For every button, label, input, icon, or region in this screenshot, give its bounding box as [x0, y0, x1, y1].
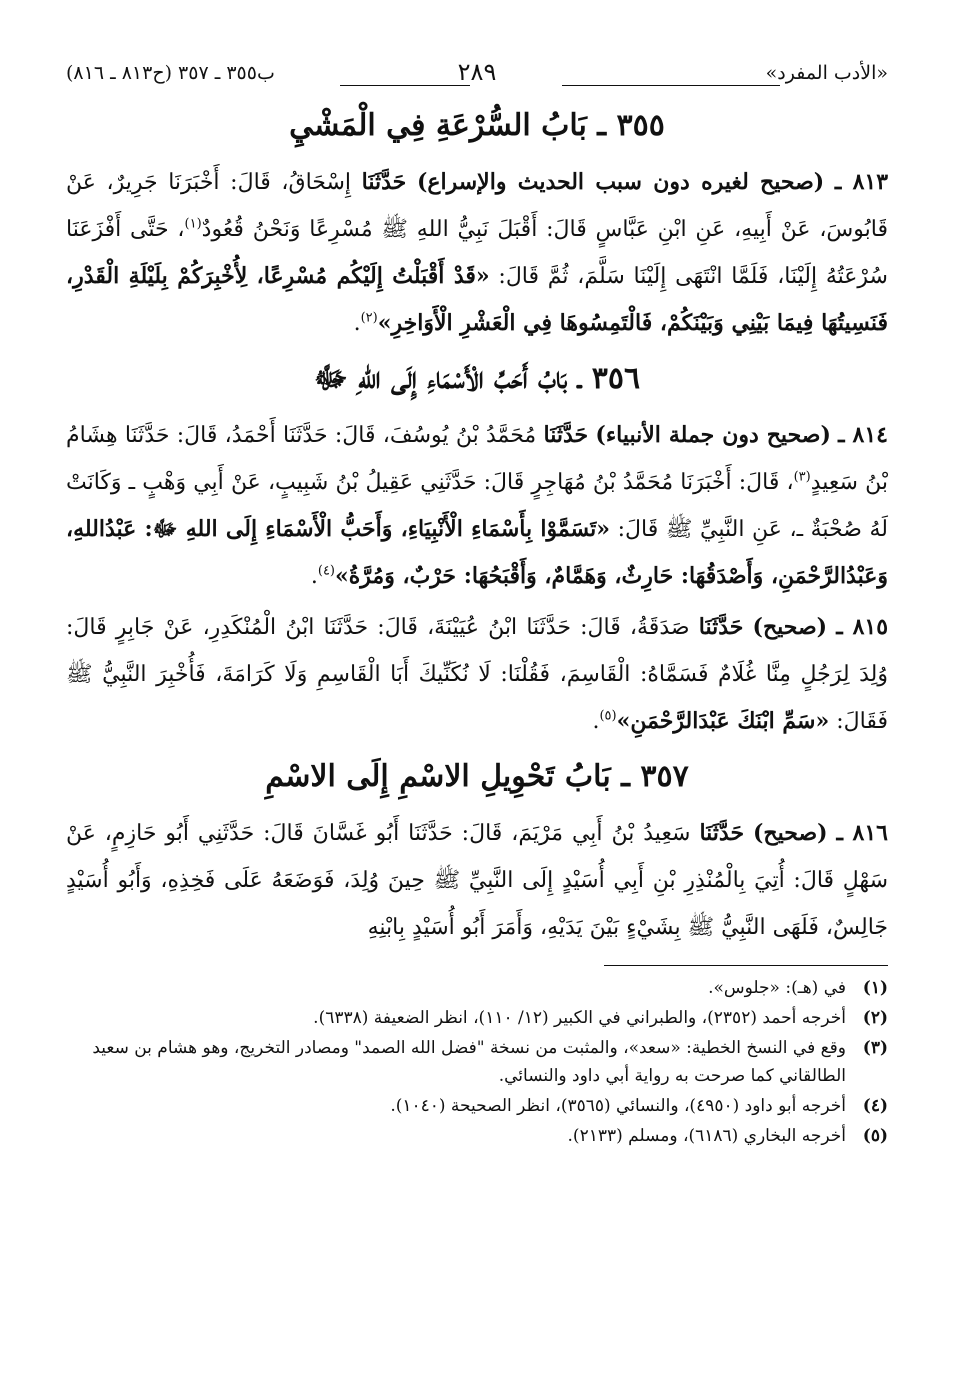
footnote-text: أخرجه أحمد (٢٣٥٢)، والطبراني في الكبير (١٢/ ١١٠)، انظر الضعيفة (٦٣٣٨).: [313, 1008, 846, 1028]
footnote-text: في (هـ): «جلوس».: [708, 978, 846, 998]
footnote-ref[interactable]: (١): [184, 216, 202, 232]
isnad-text: سَعِيدُ بْنُ أَبِي مَرْيَمَ، قَالَ: حَدَّثَنَا أَبُو غَسَّانَ قَالَ: حَدَّثَنِي أَبُو حَازِمٍ، عَنْ سَهْلٍ قَالَ: أُتِيَ بِالْمُنْذِرِ بْنِ أَبِي أُسَيْدٍ إِلَى النَّبِيِّ ﷺ حِينَ وُلِدَ، فَوَضَعَهُ عَلَى فَخِذِهِ، وَأَبُو أُسَيْدٍ جَالِسٌ، فَلَهَى النَّبِيُّ ﷺ بِشَيْءٍ بَيْنَ يَدَيْهِ، وَأَمَرَ أَبُو أُسَيْدٍ بِابْنِهِ: [66, 821, 888, 940]
haddathana-keyword: حَدَّثَنَا: [698, 614, 744, 640]
sentence-end: .: [592, 709, 600, 734]
footnote-text: وقع في النسخ الخطية: «سعد»، والمثبت من نسخة "فضل الله الصمد" ومصادر التخريج، وهو هشام بن سعيد الطالقاني كما صرحت به رواية أبي داود والنسائي.: [92, 1038, 846, 1086]
hadith-815: [66, 604, 888, 745]
footnote-number: (٣): [862, 1038, 888, 1058]
footnote-ref[interactable]: (٤): [317, 563, 335, 579]
hadith-813: [66, 159, 888, 347]
hadith-grade: (صحيح): [752, 614, 828, 640]
isnad-text: إِسْحَاقُ، قَالَ: أَخْبَرَنَا جَرِيرٌ، عَنْ قَابُوسَ، عَنْ أَبِيهِ، عَنِ ابْنِ عَبَّاسٍ قَالَ: أَقْبَلَ نَبِيُّ اللهِ ﷺ مُسْرِعًا وَنَحْنُ قُعُودٌ: [66, 170, 888, 242]
hadith-814: [66, 412, 888, 600]
haddathana-keyword: حَدَّثَنَا: [361, 169, 407, 195]
footnote-ref[interactable]: (٢): [360, 310, 378, 326]
footnotes-list: [66, 974, 888, 1150]
hadith-number: ٨١٥ ـ: [836, 614, 889, 640]
footnote-number: (٢): [862, 1008, 888, 1028]
haddathana-keyword: حَدَّثَنَا: [699, 820, 745, 846]
footnote-separator: [604, 965, 888, 966]
hadith-grade: (صحيح): [753, 820, 828, 846]
footnote-text: أخرجه أبو داود (٤٩٥٠)، والنسائي (٣٥٦٥)، انظر الصحيحة (١٠٤٠).: [390, 1096, 846, 1116]
sentence-end: .: [353, 311, 361, 336]
footnote-number: (١): [862, 978, 888, 998]
header-rule-right: [562, 85, 780, 86]
running-header: [66, 58, 888, 94]
matn-text: «قَدْ أَقْبَلْتُ إِلَيْكُم مُسْرِعًا، لِأُخْبِرَكُمْ بِلَيْلَةِ الْقَدْرِ، فَنَسِيتُهَا فِيمَا بَيْنِي وَبَيْنَكُمْ، فَالْتَمِسُوهَا فِي الْعَشْرِ الْأَوَاخِرِ»: [66, 263, 888, 336]
book-title: «الأدب المفرد»: [765, 62, 888, 84]
haddathana-keyword: حَدَّثَنَا: [543, 422, 589, 448]
hadith-number: ٨١٦ ـ: [836, 820, 888, 846]
sentence-end: .: [310, 564, 318, 589]
footnote-number: (٥): [862, 1126, 888, 1146]
isnad-text: مُحَمَّدُ بْنُ يُوسُفَ، قَالَ: حَدَّثَنَا أَحْمَدُ، قَالَ: حَدَّثَنَا هِشَامُ بْنُ سَعِيدٍ: [66, 423, 888, 495]
hadith-816: [66, 810, 888, 951]
hadith-range: ب٣٥٥ ـ ٣٥٧ (ح٨١٣ ـ ٨١٦): [66, 62, 275, 84]
chapter-title-357: ٣٥٧ ـ بَابُ تَحْوِيلِ الاسْمِ إِلَى الاسْمِ: [265, 759, 689, 794]
chapter-title-355: ٣٥٥ ـ بَابُ السُّرْعَةِ فِي الْمَشْيِ: [289, 108, 665, 143]
footnote-item: [66, 1004, 888, 1032]
footnote-item: [66, 1034, 888, 1090]
header-rule-left: [340, 85, 470, 86]
matn-text: «تَسَمَّوْا بِأَسْمَاءِ الْأَنْبِيَاءِ، وَأَحَبُّ الْأَسْمَاءِ إِلَى اللهِ ﷻ: عَبْدُاللهِ، وَعَبْدُالرَّحْمَنِ، وَأَصْدَقُهَا: حَارِثٌ، وَهَمَّامٌ، وَأَقْبَحُهَا: حَرْبٌ، وَمُرَّةُ»: [66, 516, 888, 589]
footnote-ref[interactable]: (٣): [793, 469, 811, 485]
hadith-grade: (صحيح دون جملة الأنبياء): [595, 422, 831, 448]
isnad-text-cont: ، حَتَّى أَفْزَعَنَا سُرْعَتُهُ إِلَيْنَا، فَلَمَّا انْتَهَى إِلَيْنَا سَلَّمَ، ثُمَّ قَالَ:: [66, 217, 888, 289]
document-page: [66, 58, 888, 1357]
footnote-ref[interactable]: (٥): [599, 708, 617, 724]
footnote-item: [66, 1092, 888, 1120]
isnad-text: صَدَقَةُ، قَالَ: حَدَّثَنَا ابْنُ عُيَيْنَةَ، قَالَ: حَدَّثَنَا ابْنُ الْمُنْكَدِرِ، عَنْ جَابِرٍ قَالَ: وُلِدَ لِرَجُلٍ مِنَّا غُلَامٌ فَسَمَّاهُ: الْقَاسِمَ، فَقُلْنَا: لَا نُكَنِّيكَ أَبَا الْقَاسِمِ وَلَا كَرَامَةَ، فَأُخْبِرَ النَّبِيُّ ﷺ فَقَالَ:: [66, 615, 888, 734]
hadith-grade: (صحيح لغيره دون سبب الحديث والإسراع): [416, 169, 825, 195]
isnad-text-cont: ، قَالَ: أَخْبَرَنَا مُحَمَّدُ بْنُ مُهَاجِرٍ قَالَ: حَدَّثَنِي عَقِيلُ بْنُ شَبِيبٍ، عَنْ أَبِي وَهْبٍ ـ وَكَانَتْ لَهُ صُحْبَةٌ ـ، عَنِ النَّبِيِّ ﷺ قَالَ:: [66, 470, 888, 542]
chapter-title-356: ٣٥٦ ـ بَابُ أَحَبِّ الْأَسْمَاءِ إِلَى اللهِ ﷻ: [313, 361, 641, 396]
hadith-number: ٨١٣ ـ: [834, 169, 889, 195]
footnote-item: [66, 974, 888, 1002]
footnote-item: [66, 1122, 888, 1150]
footnote-number: (٤): [862, 1096, 888, 1116]
footnote-text: أخرجه البخاري (٦١٨٦)، ومسلم (٢١٣٣).: [567, 1126, 846, 1146]
matn-text: «سَمِّ ابْنَكَ عَبْدَالرَّحْمَنِ»: [616, 708, 830, 734]
hadith-number: ٨١٤ ـ: [838, 422, 888, 448]
page-number: ٢٨٩: [457, 58, 497, 86]
